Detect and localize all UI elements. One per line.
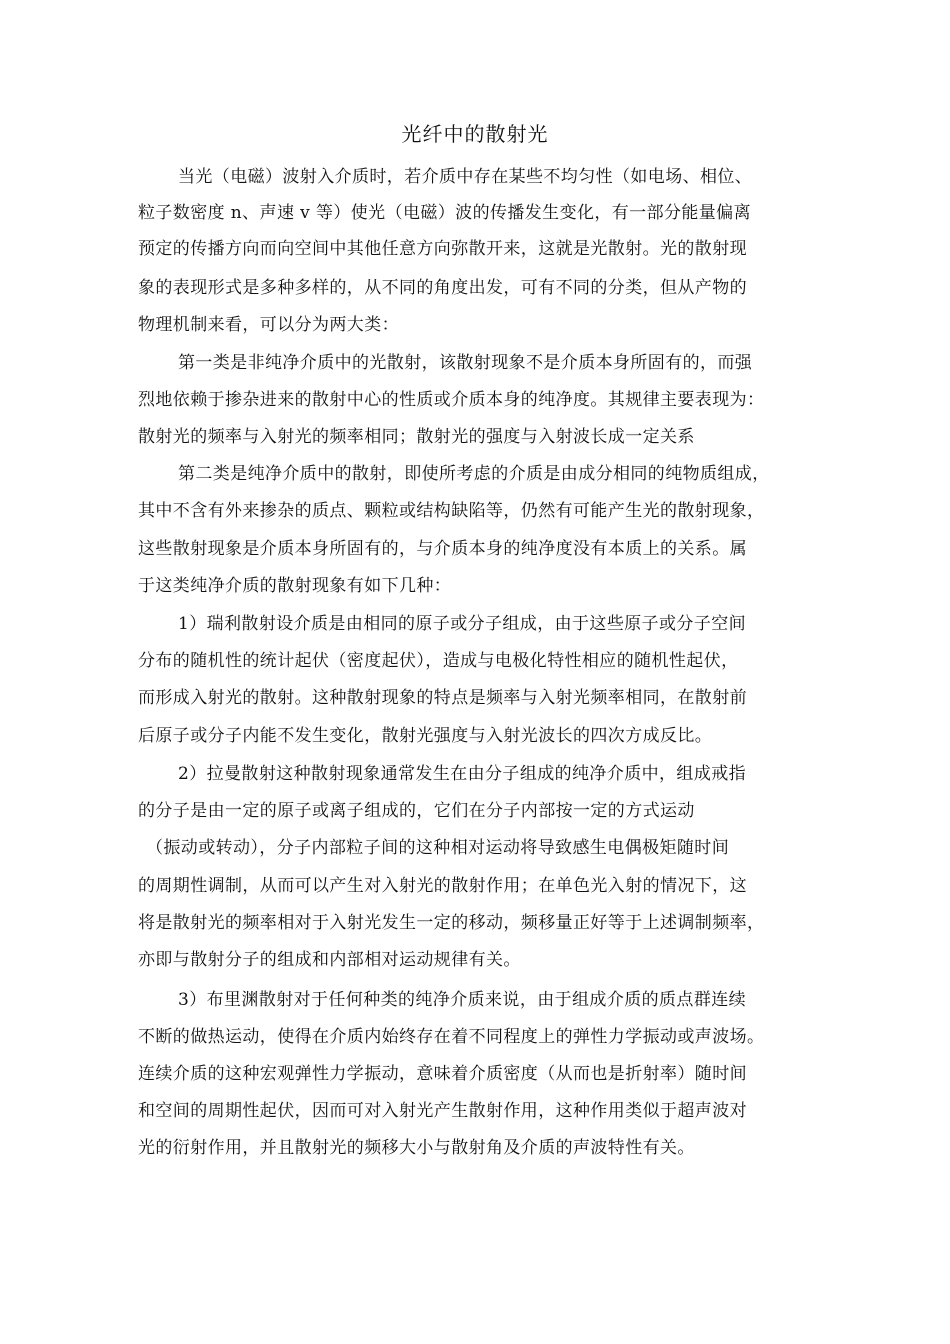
text-line: 第一类是非纯净介质中的光散射，该散射现象不是介质本身所固有的，而强 [178,353,753,373]
text-line: 于这类纯净介质的散射现象有如下几种： [138,576,452,596]
document-title: 光纤中的散射光 [401,122,549,146]
text-line: 而形成入射光的散射。这种散射现象的特点是频率与入射光频率相同，在散射前 [138,688,747,708]
text-line: 其中不含有外来掺杂的质点、颗粒或结构缺陷等，仍然有可能产生光的散射现象， [138,501,765,521]
text-line: 第二类是纯净介质中的散射，即使所考虑的介质是由成分相同的纯物质组成， [178,464,770,484]
text-line: 3）布里渊散射对于任何种类的纯净介质来说，由于组成介质的质点群连续 [178,990,747,1010]
text-line: 粒子数密度 n、声速 v 等）使光（电磁）波的传播发生变化，有一部分能量偏离 [138,203,751,223]
text-line: 光的衍射作用，并且散射光的频移大小与散射角及介质的声波特性有关。 [138,1138,695,1158]
text-line: 连续介质的这种宏观弹性力学振动，意味着介质密度（从而也是折射率）随时间 [138,1064,747,1084]
text-line: 烈地依赖于掺杂进来的散射中心的性质或介质本身的纯净度。其规律主要表现为： [138,390,765,410]
text-line: （振动或转动），分子内部粒子间的这种相对运动将导致感生电偶极矩随时间 [146,838,730,858]
text-line: 不断的做热运动，使得在介质内始终存在着不同程度上的弹性力学振动或声波场。 [138,1027,765,1047]
text-line: 这些散射现象是介质本身所固有的，与介质本身的纯净度没有本质上的关系。属 [138,539,747,559]
text-line: 物理机制来看，可以分为两大类： [138,315,399,335]
text-line: 的周期性调制，从而可以产生对入射光的散射作用；在单色光入射的情况下，这 [138,876,747,896]
text-line: 的分子是由一定的原子或离子组成的，它们在分子内部按一定的方式运动 [138,801,695,821]
text-line: 1）瑞利散射设介质是由相同的原子或分子组成，由于这些原子或分子空间 [178,614,747,634]
text-line: 后原子或分子内能不发生变化，散射光强度与入射光波长的四次方成反比。 [138,726,713,746]
text-line: 和空间的周期性起伏，因而可对入射光产生散射作用，这种作用类似于超声波对 [138,1101,747,1121]
text-line: 当光（电磁）波射入介质时，若介质中存在某些不均匀性（如电场、相位、 [178,167,753,187]
text-line: 将是散射光的频率相对于入射光发生一定的移动，频移量正好等于上述调制频率， [138,913,765,933]
text-line: 亦即与散射分子的组成和内部相对运动规律有关。 [138,950,521,970]
text-line: 2）拉曼散射这种散射现象通常发生在由分子组成的纯净介质中，组成戒指 [178,764,747,784]
text-line: 散射光的频率与入射光的频率相同；散射光的强度与入射波长成一定关系 [138,427,695,447]
text-line: 分布的随机性的统计起伏（密度起伏），造成与电极化特性相应的随机性起伏， [138,651,739,671]
text-line: 象的表现形式是多种多样的，从不同的角度出发，可有不同的分类，但从产物的 [138,278,747,298]
text-line: 预定的传播方向而向空间中其他任意方向弥散开来，这就是光散射。光的散射现 [138,239,747,259]
